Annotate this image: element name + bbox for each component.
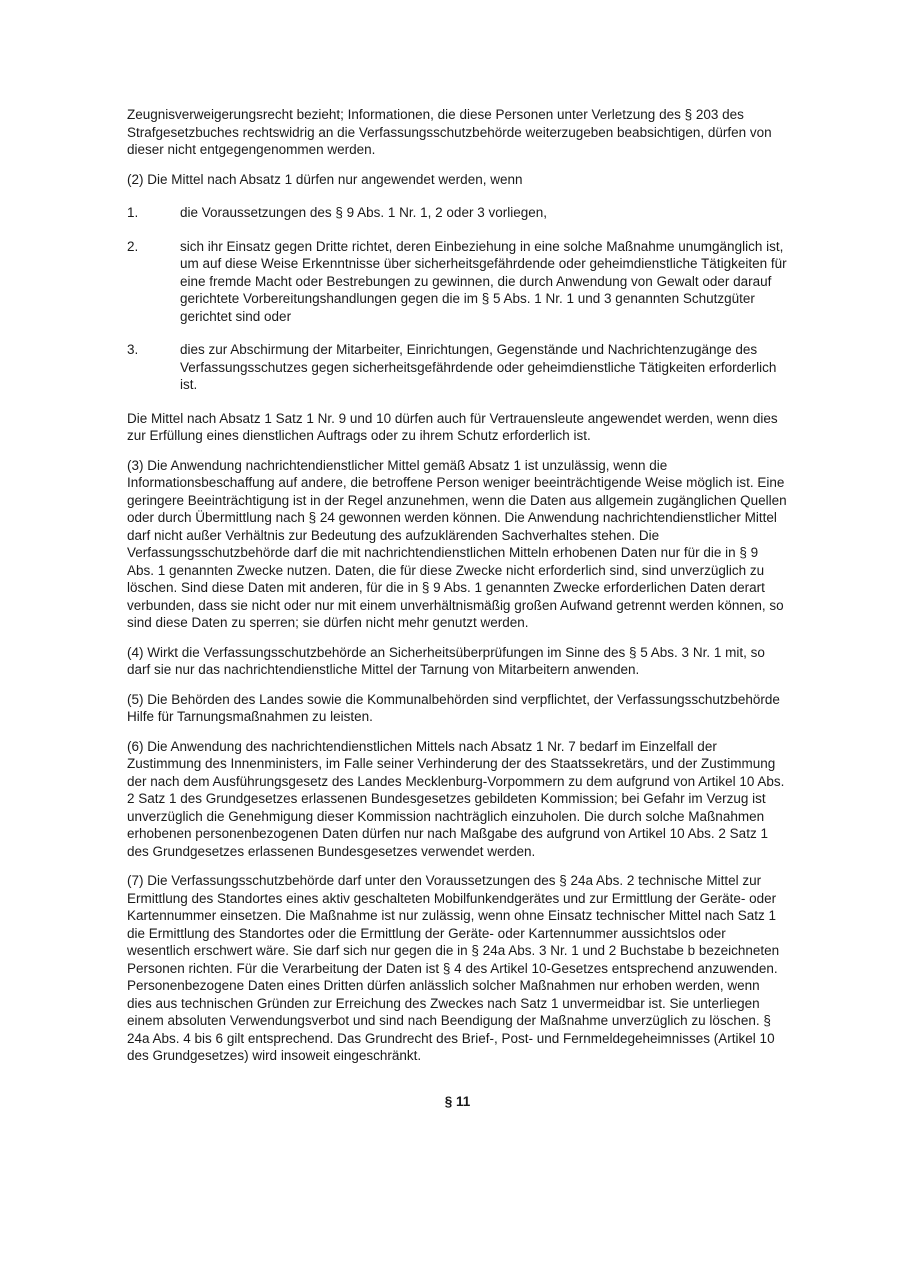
paragraph: Zeugnisverweigerungsrecht bezieht; Informationen, die diese Personen unter Verletzung des § 203 des Strafgesetzbuches rechtswidrig an die Verfassungsschutzbehörde weiterzugeben beabsichtigen, dürfen von dieser nicht entgegengenommen werden. (127, 107, 772, 157)
paragraph: Die Mittel nach Absatz 1 Satz 1 Nr. 9 und 10 dürfen auch für Vertrauensleute angewendet werden, wenn dies zur Erfüllung eines dienstlichen Auftrags oder zu ihrem Schutz erforderlich ist. (127, 410, 778, 443)
list-item-number: 2. (127, 238, 139, 254)
paragraph: (5) Die Behörden des Landes sowie die Kommunalbehörden sind verpflichtet, der Verfassungsschutzbehörde Hilfe für Tarnungsmaßnahmen zu leisten. (127, 691, 780, 724)
paragraph: (2) Die Mittel nach Absatz 1 dürfen nur angewendet werden, wenn (127, 171, 523, 187)
list-item (127, 204, 788, 222)
list-item-number: 3. (127, 342, 139, 357)
list-item (127, 238, 788, 326)
list-item-text: die Voraussetzungen des § 9 Abs. 1 Nr. 1, 2 oder 3 vorliegen, (180, 205, 547, 220)
paragraph: (4) Wirkt die Verfassungsschutzbehörde an Sicherheitsüberprüfungen im Sinne des § 5 Abs. 3 Nr. 1 mit, so darf sie nur das nachrichtendienstliche Mittel der Tarnung von Mitarbeitern anwenden. (127, 644, 765, 677)
list-item-text: sich ihr Einsatz gegen Dritte richtet, deren Einbeziehung in eine solche Maßnahme unumgänglich ist, um auf diese Weise Erkenntnisse über sicherheitsgefährdende oder geheimdienstliche Tätigkeiten für eine fremde Macht oder Bestrebungen zu gewinnen, die durch Anwendung von Gewalt oder darauf gerichtete Vorbereitungshandlungen gegen die im § 5 Abs. 1 Nr. 1 und 3 genannten Schutzgüter gerichtet sind oder (180, 238, 787, 324)
paragraph: (3) Die Anwendung nachrichtendienstlicher Mittel gemäß Absatz 1 ist unzulässig, wenn die Informationsbeschaffung auf andere, die betroffene Person weniger beeinträchtigende Weise möglich ist. Eine geringere Beeinträchtigung ist in der Regel anzunehmen, wenn die Daten aus allgemein zugänglichen Quellen oder durch Übermittlung nach § 24 gewonnen werden können. Die Anwendung nachrichtendienstlicher Mittel darf nicht außer Verhältnis zur Bedeutung des aufzuklärenden Sachverhaltes stehen. Die Verfassungsschutzbehörde darf die mit nachrichtendienstlichen Mitteln erhobenen Daten nur für die in § 9 Abs. 1 genannten Zwecke nutzen. Daten, die für diese Zwecke nicht erforderlich sind, sind unverzüglich zu löschen. Sind diese Daten mit anderen, für die in § 9 Abs. 1 genannten Zwecke erforderlichen Daten derart verbunden, dass sie nicht oder nur mit einem unverhältnismäßig großen Aufwand getrennt werden können, so sind diese Daten zu sperren; sie dürfen nicht mehr genutzt werden. (127, 457, 787, 630)
list-item-text: dies zur Abschirmung der Mitarbeiter, Einrichtungen, Gegenstände und Nachrichtenzugänge des Verfassungsschutzes gegen sicherheitsgefährdende oder geheimdienstliche Tätigkeiten erforderlich ist. (180, 342, 777, 392)
paragraph: (6) Die Anwendung des nachrichtendienstlichen Mittels nach Absatz 1 Nr. 7 bedarf im Einzelfall der Zustimmung des Innenministers, im Falle seiner Verhinderung der des Staatssekretärs, und der Zustimmung der nach dem Ausführungsgesetz des Landes Mecklenburg-Vorpommern zu dem aufgrund von Artikel 10 Abs. 2 Satz 1 des Grundgesetzes erlassenen Bundesgesetzes gebildeten Kommission; bei Gefahr im Verzug ist unverzüglich die Genehmigung dieser Kommission nachträglich einzuholen. Die durch solche Maßnahmen erhobenen personenbezogenen Daten dürfen nur nach Maßgabe des aufgrund von Artikel 10 Abs. 2 Satz 1 des Grundgesetzes erlassenen Bundesgesetzes verwendet werden. (127, 738, 785, 859)
list-item (127, 341, 788, 394)
section-heading: § 11 (444, 1093, 471, 1109)
list-item-number: 1. (127, 205, 139, 220)
text-content (127, 106, 788, 1110)
paragraph: (7) Die Verfassungsschutzbehörde darf unter den Voraussetzungen des § 24a Abs. 2 technische Mittel zur Ermittlung des Standortes eines aktiv geschalteten Mobilfunkendgerätes und zur Ermittlung der Geräte- oder Kartennummer einsetzen. Die Maßnahme ist nur zulässig, wenn ohne Einsatz technischer Mittel nach Satz 1 die Ermittlung des Standortes oder die Ermittlung der Geräte- oder Kartennummer aussichtslos oder wesentlich erschwert wäre. Sie darf sich nur gegen die in § 24a Abs. 3 Nr. 1 und 2 Buchstabe b bezeichneten Personen richten. Für die Verarbeitung der Daten ist § 4 des Artikel 10-Gesetzes entsprechend anzuwenden. Personenbezogene Daten eines Dritten dürfen anlässlich solcher Maßnahmen nur erhoben werden, wenn dies aus technischen Gründen zur Erreichung des Zweckes nach Satz 1 unvermeidbar ist. Sie unterliegen einem absoluten Verwendungsverbot und sind nach Beendigung der Maßnahme unverzüglich zu löschen. § 24a Abs. 4 bis 6 gilt entsprechend. Das Grundrecht des Brief-, Post- und Fernmeldegeheimnisses (Artikel 10 des Grundgesetzes) wird insoweit eingeschränkt. (127, 873, 780, 1063)
